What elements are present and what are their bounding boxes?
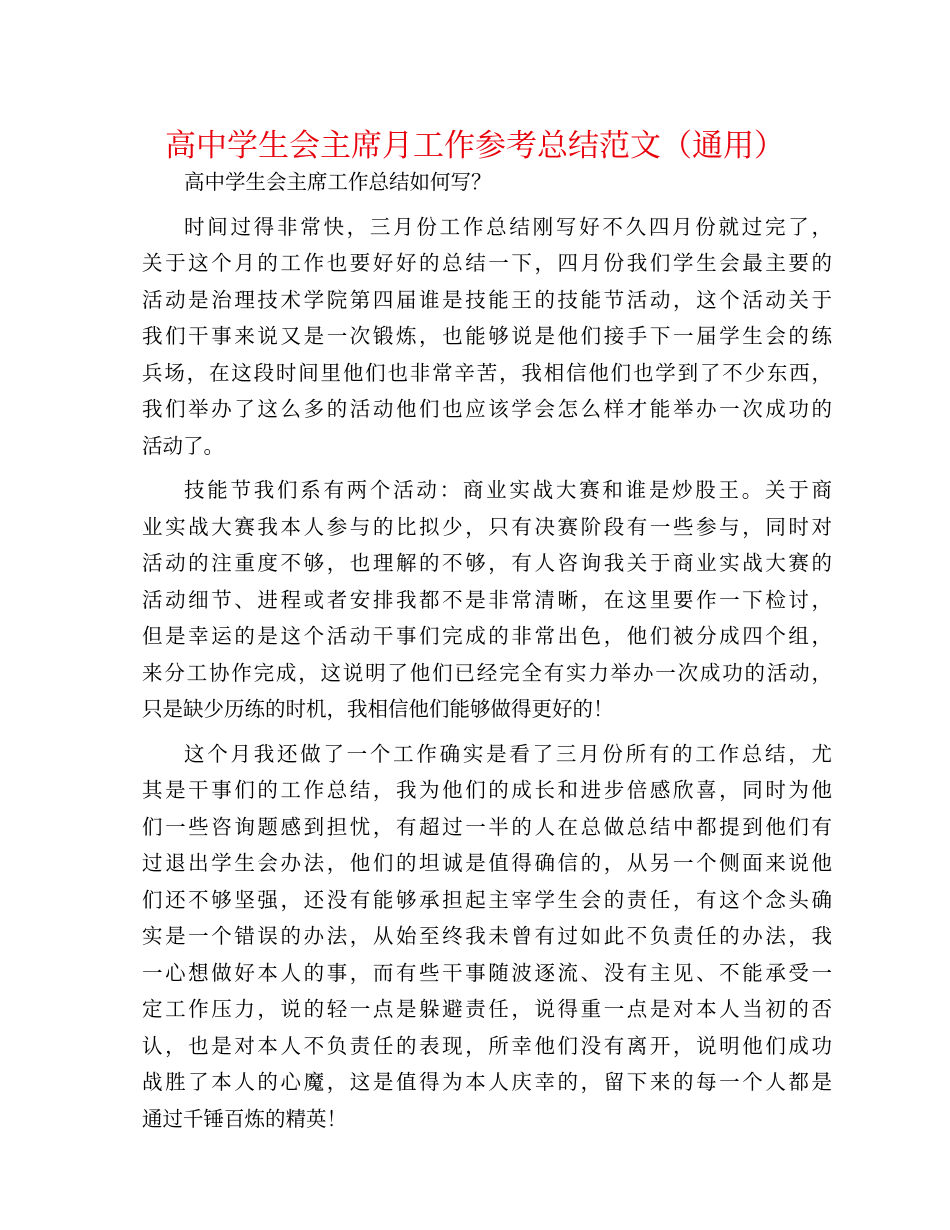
subtitle-paragraph [142,164,832,201]
text-line: 我们干事来说又是一次锻炼，也能够说是他们接手下一届学生会的练 [142,324,832,348]
text-line: 兵场，在这段时间里他们也非常辛苦，我相信他们也学到了不少东西， [142,360,832,385]
paragraph-3 [142,736,832,1138]
text-line: 认，也是对本人不负责任的表现，所幸他们没有离开，说明他们成功 [142,1033,832,1058]
text-line: 但是幸运的是这个活动干事们完成的非常出色，他们被分成四个组， [142,624,832,648]
text-line: 只是缺少历练的时机，我相信他们能够做得更好的！ [142,697,614,721]
text-line: 定工作压力，说的轻一点是躲避责任，说得重一点是对本人当初的否 [142,997,832,1021]
document-subtitle: 高中学生会主席工作总结如何写？ [184,170,492,194]
text-line: 这个月我还做了一个工作确实是看了三月份所有的工作总结，尤 [184,741,832,766]
paragraph-2 [142,472,832,728]
document-title: 高中学生会主席月工作参考总结范文（通用） [165,128,785,164]
document-body [142,164,832,1145]
text-line: 战胜了本人的心魔，这是值得为本人庆幸的，留下来的每一个人都是 [142,1070,832,1094]
text-line: 来分工协作完成，这说明了他们已经完全有实力举办一次成功的活动， [142,660,832,685]
text-line: 业实战大赛我本人参与的比拟少，只有决赛阶段有一些参与，同时对 [142,514,832,539]
text-line: 们一些咨询题感到担忧，有超过一半的人在总做总结中都提到他们有 [142,814,832,839]
text-line: 过退出学生会办法，他们的坦诚是值得确信的，从另一个侧面来说他 [142,851,832,875]
text-line: 活动的注重度不够，也理解的不够，有人咨询我关于商业实战大赛的 [142,551,832,575]
text-line: 活动是治理技术学院第四届谁是技能王的技能节活动，这个活动关于 [142,287,832,312]
paragraph-1 [142,209,832,465]
text-line: 活动细节、进程或者安排我都不是非常清晰，在这里要作一下检讨， [142,587,832,612]
text-line: 技能节我们系有两个活动：商业实战大赛和谁是炒股王。关于商 [184,478,832,502]
text-line: 通过千锤百炼的精英！ [142,1106,347,1131]
text-line: 关于这个月的工作也要好好的总结一下，四月份我们学生会最主要的 [142,251,832,275]
text-line: 一心想做好本人的事，而有些干事随波逐流、没有主见、不能承受一 [142,960,832,985]
text-line: 实是一个错误的办法，从始至终我未曾有过如此不负责任的办法，我 [142,924,832,948]
text-line: 我们举办了这么多的活动他们也应该学会怎么样才能举办一次成功的 [142,397,832,421]
text-line: 活动了。 [142,433,224,458]
text-line: 们还不够坚强，还没有能够承担起主宰学生会的责任，有这个念头确 [142,887,832,912]
text-line: 时间过得非常快，三月份工作总结刚写好不久四月份就过完了， [184,214,832,239]
text-line: 其是干事们的工作总结，我为他们的成长和进步倍感欣喜，同时为他 [142,778,832,802]
